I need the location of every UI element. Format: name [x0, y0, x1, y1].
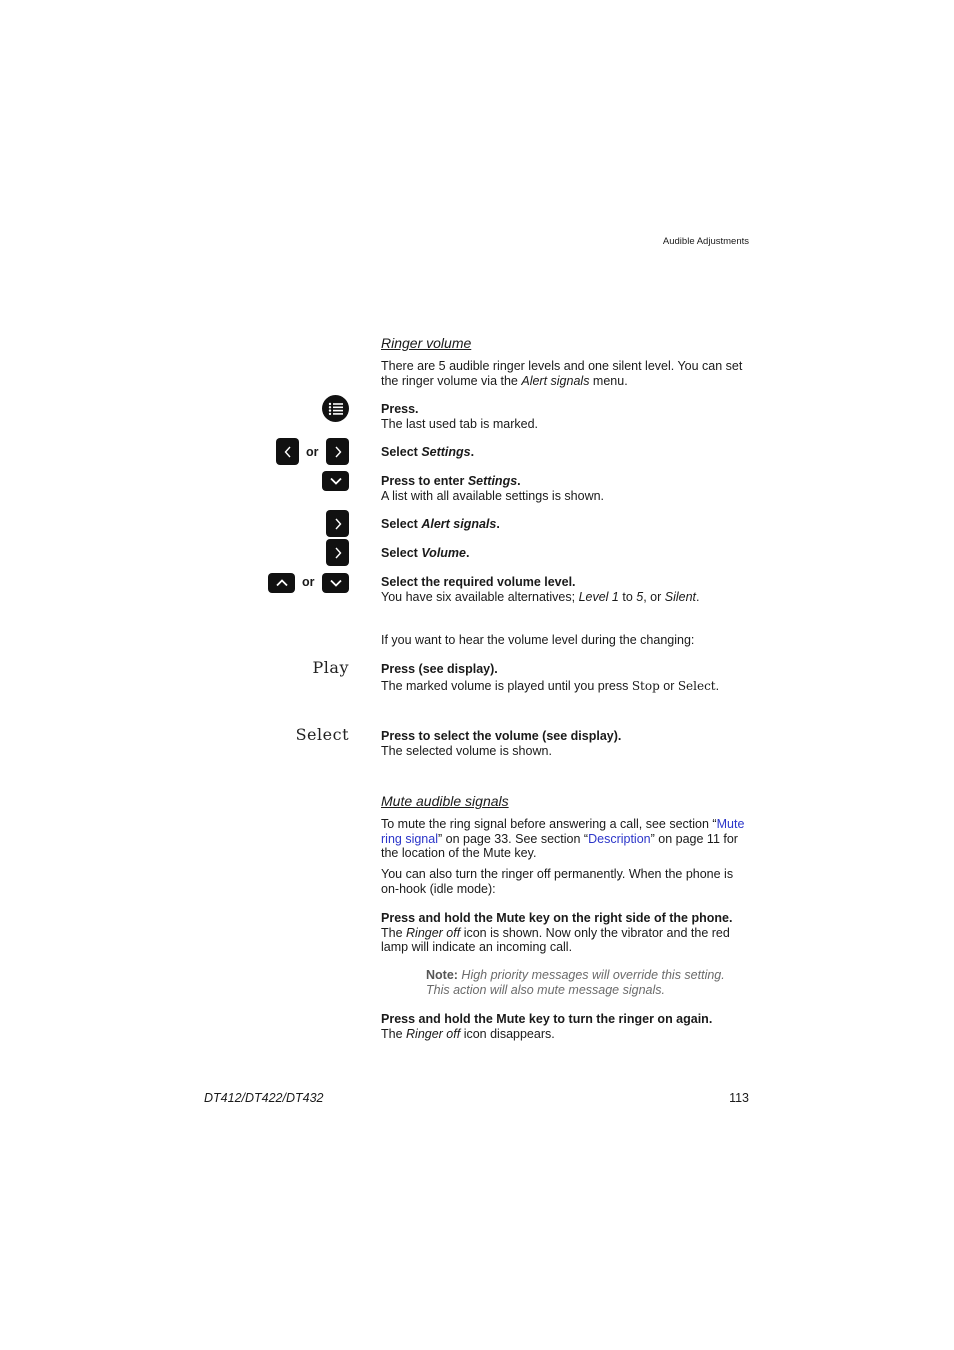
section-heading-mute: Mute audible signals	[381, 793, 509, 809]
step-select-settings: Select Settings.	[381, 445, 475, 459]
step-select: Press to select the volume (see display). The selected volume is shown.	[381, 729, 622, 758]
mute-step-1: Press and hold the Mute key on the right side of the phone. The Ringer off icon is shown. Now only the vibrator and the red lamp will indicate an incoming call.	[381, 911, 733, 954]
mute-paragraph-1: To mute the ring signal before answering a call, see section “Mute ring signal” on page 33. See section “Description” on page 11 for the location of the Mute key.	[381, 817, 745, 860]
mute-step-2: Press and hold the Mute key to turn the ringer on again. The Ringer off icon disappears.	[381, 1012, 713, 1041]
menu-key-icon	[322, 395, 349, 422]
step-select-alert-signals: Select Alert signals.	[381, 517, 500, 531]
step-select-volume-level: Select the required volume level. You have six available alternatives; Level 1 to 5, or Silent.	[381, 575, 700, 604]
footer-model: DT412/DT422/DT432	[204, 1091, 324, 1105]
down-key-icon	[322, 471, 349, 491]
left-key-icon	[276, 438, 299, 465]
right-key-icon	[326, 510, 349, 537]
or-label: or	[302, 575, 315, 589]
step-enter-settings: Press to enter Settings. A list with all available settings is shown.	[381, 474, 605, 503]
note: Note: High priority messages will override this setting. This action will also mute message signals.	[426, 968, 725, 997]
step-play: Press (see display). The marked volume is played until you press Stop or Select.	[381, 662, 720, 693]
or-label: or	[306, 445, 319, 459]
page-number: 113	[729, 1091, 749, 1105]
hear-volume-intro: If you want to hear the volume level during the changing:	[381, 633, 695, 647]
section-heading-ringer-volume: Ringer volume	[381, 335, 472, 351]
link-mute-ring-signal[interactable]: Mute ring signal	[381, 817, 745, 846]
right-key-icon	[326, 438, 349, 465]
step-press-menu: Press. The last used tab is marked.	[381, 402, 539, 431]
up-key-icon	[268, 573, 295, 593]
link-description[interactable]: Description	[588, 831, 651, 846]
step-select-volume: Select Volume.	[381, 546, 470, 560]
running-header: Audible Adjustments	[662, 236, 749, 247]
right-key-icon	[326, 539, 349, 566]
select-softkey: Select	[295, 725, 349, 744]
mute-paragraph-2: You can also turn the ringer off permanently. When the phone is on-hook (idle mode):	[381, 867, 734, 896]
down-key-icon	[322, 573, 349, 593]
play-softkey: Play	[312, 658, 349, 677]
ringer-intro: There are 5 audible ringer levels and one silent level. You can set the ringer volume via the Alert signals menu.	[381, 359, 743, 388]
